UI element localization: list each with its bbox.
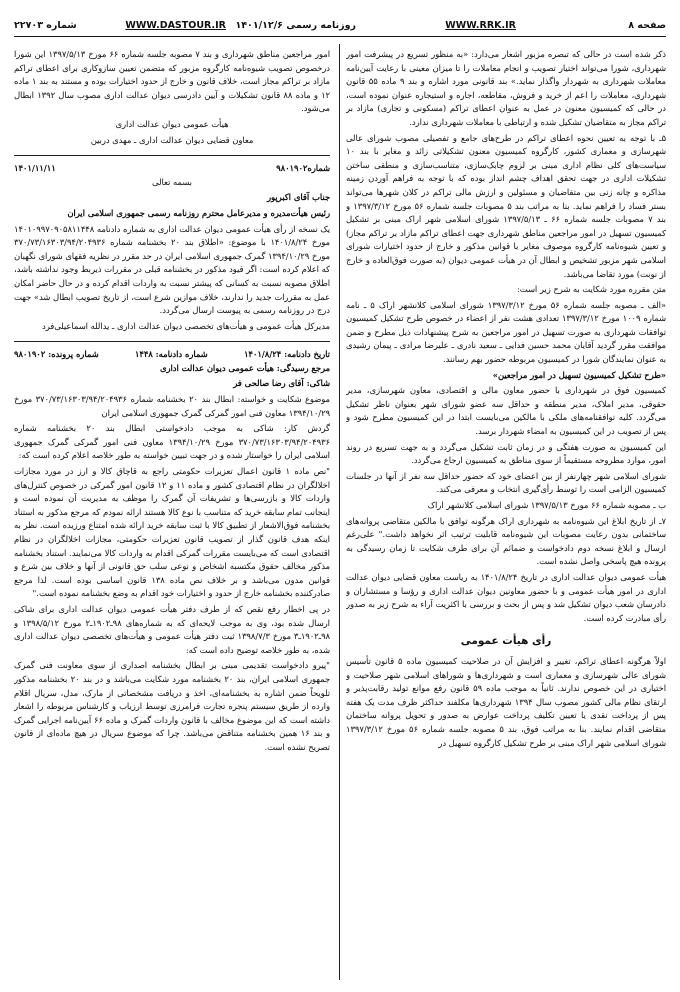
case-course: گردش کار: شاکی به موجب دادخواستی ابطال بند ۲۰ بخشنامه شماره ۳۷۰/۷۳/۱۶۳۰۳/۹۴/۲۰۴۹۳۶ مورخ ۱۳۹۴/۱۰/۲۹ معاون فنی امور گمرکی گمرک جمهوری اسلامی ایران را خواستار شده و در جهت تبیین خواسته به طور خلاصه اعلام کرده است که: xyxy=(14,423,330,461)
case-authority: مرجع رسیدگی: هیأت عمومی دیوان عدالت اداری xyxy=(159,362,330,373)
case-quote: "نص ماده ۱ قانون اعمال تعزیرات حکومتی راجع به قاچاق کالا و ارز در مورد مجازات اخلالگران در نظام اقتصادی کشور و ماده ۱۱ و ۱۲ قانون امور گمرکی در خصوص کنترل‌های واردات کالا و بازرسی‌ها و تشریفات آن گمرک را موظف به مدیریت آن نموده است و اینجانب تمام سابقه خرید که متناسب با نوع کالا هستند ارائه نمودم که مرجع مذکور به استناد بخشنامه فوق‌الاشعار از تطبیق کالا با ثبت سابقه خرید ارائه شده امتناع ورزیده است. نظر به اینکه هدف قانون گذار از تصویب قانون تعزیرات حکومتی، مجازات اخلالگران در نظام اقتصادی است که می‌بایست مقررات گمرکی اقدام به واردات کالا می‌نمایند. استناد بخشنامه مذکور مخالف حقوق مکتسبه اشخاص و نوعی سلب حق قانونی از آنها و خلاف بین شرع و قوانین مدون می‌باشد و بر خلاف نص ماده ۱۳۸ قانون اساسی بوده است. لذا مرجع صادرکننده بخشنامه خارج از حدود و اختیارات خود اقدام به وضع بخشنامه نموده است." xyxy=(14,466,330,599)
column-divider xyxy=(339,44,340,980)
section-rule xyxy=(14,341,330,342)
case-quote: "پیرو دادخواست تقدیمی مبنی بر ابطال بخشنامه اصداری از سوی معاونت فنی گمرک جمهوری اسلامی ایران، بند ۲۰ بخشنامه مورد شکایت می‌باشد و در بند ۲۰ بخشنامه مذکور تلویحاً ضمن اشاره به بخشنامه‌ای، اخذ و دریافت مشخصاتی از مارک، مدل، سریال اقلام وارده از طریق سیستم پنجره تجارت فرامرزی توسط ارزیاب و کارشناس مربوطه را اشعار داشته است که این موضوع مخالف با قانون واردات گمرک و ماده ۶۶ آیین‌نامه اجرایی گمرک و بند ۱۶ همین بخشنامه متناقض می‌باشد. چرا که موضوع سریال در هیچ ماده‌ای از قانون تصریح نشده است. xyxy=(14,660,330,752)
paragraph: امور مراجعین مناطق شهرداری و بند ۷ مصوبه جلسه شماره ۶۶ مورخ ۱۳۹۷/۵/۱۳ این شورا درخصوص تصویب شیوه‌نامه کارگروه مزبور که متضمن تعیین سازوکاری برای اعطای تراکم مازاد بر تراکم مجاز است، خلاف قانون و خارج از حدود اختیارات بوده و مستند به بند ۱ ماده ۱۲ و ماده ۸۸ قانون تشکیلات و آیین دادرسی دیوان عدالت اداری مصوب سال ۱۳۹۲ ابطال می‌شود. xyxy=(14,49,330,114)
paragraph: این کمیسیون به صورت هفتگی و در زمان ثابت تشکیل می‌گردد و به جهت تسریع در روند امور، موارد مطروحه مستقیماً از سوی مناطق به کمیسیون ارجاع می‌گردد. xyxy=(346,441,666,466)
letter-body: یک نسخه از رأی هیأت عمومی دیوان عدالت اداری به شماره دادنامه ۱۴۰۱۰۹۹۷۰۹۰۵۸۱۱۴۴۸ مورخ ۱۴۰۱/۸/۲۴ با موضوع: «اطلاق بند ۲۰ بخشنامه شماره ۳۷۰/۷۳/۱۶۳۰۳/۹۴/۲۰۴۹۳۶ مورخ ۱۳۹۴/۱۰/۲۹ گمرک جمهوری اسلامی ایران در حد مقرر در نظریه فقهای شورای نگهبان که اعلام کرده است: اگر قیود مذکور در بخشنامه قبلی در مقررات ذیربط وجود نداشته باشد، اطلاق مصوبه نسبت به کسانی که پیشتر نسبت به واردات اقدام کرده و در حال حاضر امکان عمل به مقررات جدید را ندارند، خلاف موازین شرع است، از تاریخ تصویب ابطال شد» جهت درج در روزنامه رسمی به پیوست ارسال می‌گردد. xyxy=(14,223,330,316)
case-ruling-date: تاریخ دادنامه: ۱۴۰۱/۸/۲۴ xyxy=(243,349,330,360)
case-notice: در پی اخطار رفع نقص که از طرف دفتر هیأت عمومی دیوان عدالت اداری برای شاکی ارسال شده بود، وی به موجب لایحه‌ای که به شماره‌های ۹۸ـ۱۹۰۲ـ۲ مورخ ۱۳۹۸/۵/۱۲ و ۹۸ـ۱۹۰۲ـ۳ مورخ ۱۳۹۸/۷/۳ ثبت دفتر هیأت عمومی و هیأت‌های تخصصی دیوان عدالت اداری شده، به طور خلاصه توضیح داده است که: xyxy=(14,603,330,655)
letter-date: ۱۴۰۱/۱۱/۱۱ xyxy=(14,163,56,174)
paragraph: «الف ـ مصوبه جلسه شماره ۵۶ مورخ ۱۳۹۷/۳/۱۲ شورای اسلامی کلانشهر اراک ۵ ـ نامه شماره ۱۰۰۹ مورخ ۱۳۹۷/۳/۱۲ تعدادی هشت نفر از اعضاء در خصوص طرح تشکیل کمیسیون توافقات شهرداری به صورت تسهیل در امور مراجعین به شرح پیشنهادات ذیل مطرح و ضمن موافقت مقرر گردید آقایان محمد حسین فدایی ـ سعید نادری ـ علیرضا مرادی ـ پیمان رشیدی به عنوان نمایندگان شورا در کمیسیون مربوطه حضور بهم رسانند. xyxy=(346,299,666,365)
case-plaintiff: شاکی: آقای رضا صالحی فر xyxy=(233,378,330,389)
signature-board: هیأت عمومی دیوان عدالت اداری xyxy=(115,118,229,129)
left-column xyxy=(14,48,330,980)
right-column xyxy=(346,48,666,980)
paragraph: ۵ـ با توجه به تعیین نحوه اعطای تراکم در طرح‌های جامع و تفصیلی مصوب شورای عالی شهرسازی و معماری کشور، کارگروه کمیسیون معنون تشکیلاتی زائد و مغایر با بند ۱۰ سیاست‌های کلی نظام اداری مبنی بر لزوم چابک‌سازی، متناسب‌سازی و منطقی ساختن تشکیلات اداری در جهت تحقق اهداف چشم انداز بوده که با توجه به فراهم آوردن زمینه مذاکره و چانه زنی بین متقاضیان و مسئولین و ارزش مالی تراکم در کلان شهرها می‌تواند بستر فساد را فراهم نماید. بنا به مراتب بند ۵ مصوبات جلسه شماره ۵۶ مورخ ۱۳۹۷/۳/۱۲ و بند ۷ مصوبات جلسه شماره ۶۶ ـ ۱۳۹۷/۵/۱۳ شورای اسلامی شهر اراک مبنی بر تشکیل کمیسیون تسهیل در امور مراجعین مناطق شهرداری جهت اعطای تراکم مازاد بر تراکم مجاز) و تعیین شیوه‌نامه کارگروه موصوف مغایر با قوانین مذکور و خارج از حدود اختیارات شورای اسلامی شهر مزبور تشخیص و ابطال آن در هیأت عمومی دیوان (به صورت فوق‌العاده و خارج از نوبت) مورد تقاضا می‌باشد. xyxy=(346,132,666,279)
signature-deputy: معاون قضایی دیوان عدالت اداری ـ مهدی دربین xyxy=(90,134,254,145)
paragraph: ۷ـ از تاریخ ابلاغ این شیوه‌نامه به شهرداری اراک هرگونه توافق با مالکین متقاضی پروانه‌های ساختمانی بدون رعایت مصوبات این شیوه‌نامه قابلیت ترتیب اثر نخواهد داشت." علی‌رغم ارسال و ابلاغ نسخه دوم دادخواست و ضمائم آن برای طرف شکایت تا زمان رسیدگی به پرونده هیچ پاسخی واصل نشده است. xyxy=(346,515,666,567)
rrk-link[interactable]: WWW.RRK.IR xyxy=(445,20,516,31)
page-number: صفحه ۸ xyxy=(628,20,666,31)
issue-number: شماره ۲۲۷۰۳ xyxy=(14,20,77,31)
paragraph: متن مقرره مورد شکایت به شرح زیر است: xyxy=(517,284,666,295)
letter-addressee-title: رئیس هیأت‌مدیره و مدیرعامل محترم روزنامه رسمی جمهوری اسلامی ایران xyxy=(67,207,330,218)
gazette-date: روزنامه رسمی ۱۴۰۱/۱۲/۶ xyxy=(235,20,356,31)
paragraph: هیأت عمومی دیوان عدالت اداری در تاریخ ۱۴۰۱/۸/۲۴ به ریاست معاون قضایی دیوان عدالت اداری در امور هیأت عمومی و با حضور معاونین دیوان عدالت اداری و رؤسا و مستشاران و دادرسان شعب دیوان تشکیل شد و پس از بحث و بررسی با اکثریت آراء به شرح زیر به صدور رأی مبادرت کرده است. xyxy=(346,571,666,623)
letter-number: شماره۹۸۰۱۹۰۲ xyxy=(276,163,330,174)
bismillah: بسمه تعالی xyxy=(152,176,192,187)
paragraph: ب ـ مصوبه شماره ۶۶ مورخ ۱۳۹۷/۵/۱۳ شورای اسلامی کلانشهر اراک xyxy=(427,500,666,510)
paragraph: ذکر شده است در حالی که تبصره مزبور اشعار می‌دارد: «به منظور تسریع در پیشرفت امور شهرداری، شورا می‌تواند اختیار تصویب و انجام معاملات را تا میزان معینی با رعایت آیین‌نامه معاملات شهرداری به شهردار واگذار نماید.» بند قانونی مورد اشاره و بند ۹ ماده ۵۵ قانون شهرداری، معاملات را اعم از خرید و فروش، مقاطعه، اجاره و استیجاره عنوان نموده است، در حالی که کمیسیون معنون در عمل به عنوان اعطای تراکم (مسکونی و تجاری) مازاد بر تراکم مجاز به متقاضیان تشکیل شده و ارتباطی با معاملات شهرداری ندارد. xyxy=(346,49,666,127)
letter-sender: مدیرکل هیأت عمومی و هیأت‌های تخصصی دیوان عدالت اداری ـ یدالله اسماعیلی‌فرد xyxy=(42,320,330,331)
subheading: «طرح تشکیل کمیسیون تسهیل در امور مراجعین» xyxy=(492,369,666,380)
case-ruling-number: شماره دادنامه: ۱۴۴۸ xyxy=(134,349,208,360)
page-header xyxy=(14,18,666,37)
ruling-paragraph: اولاً هرگونه اعطای تراکم، تغییر و افزایش آن در صلاحیت کمیسیون ماده ۵ قانون تأسیس شورای عالی شهرسازی و معماری است و شهرداری‌ها و شوراهای اسلامی شهر صلاحیت و اختیاری در این خصوص ندارند. ثانیاً به موجب ماده ۵۹ قانون رفع موانع تولید رقابت‌پذیر و ارتقای نظام مالی کشور مصوب سال ۱۳۹۴ شهرداری‌ها مکلفند حداکثر ظرف مدت یک هفته پس از پرداخت نقدی یا تعیین تکلیف پرداخت عوارض به صدور و تحویل پروانه ساختمان متقاضی اقدام نمایند. بنا به مراتب فوق، بند ۵ مصوبه جلسه شماره ۵۶ مورخ ۱۳۹۷/۳/۱۲ شورای اسلامی شهر اراک مبنی بر طرح تشکیل کارگروه تسهیل در xyxy=(346,655,666,748)
letter-meta xyxy=(14,162,330,176)
paragraph: کمیسیون فوق در شهرداری با حضور معاون مالی و اقتصادی، معاون شهرسازی، مدیر حقوقی، مدیر املاک، مدیر منطقه و حداقل سه عضو شورای شهر بعنوان ناظر تشکیل می‌گردد. کلیه توافقنامه‌های ملکی با مالکین می‌بایست ابتدا در این کمیسیون مطرح شود و پس از تصویب در این کمیسیون به امضاء شهردار برسد. xyxy=(346,385,666,437)
dastour-link[interactable]: WWW.DASTOUR.IR xyxy=(125,20,226,31)
section-rule xyxy=(14,155,330,156)
paragraph: شورای اسلامی شهر چهارنفر از بین اعضای خود که حضور حداقل سه نفر از آنها در جلسات کمیسیون الزامی است را توسط رأی‌گیری انتخاب و معرفی می‌کند. xyxy=(346,470,666,495)
letter-addressee: جناب آقای اکبرپور xyxy=(267,192,330,203)
ruling-title: رأی هیأت عمومی xyxy=(460,635,552,648)
case-meta xyxy=(14,348,330,362)
case-subject: موضوع شکایت و خواسته: ابطال بند ۲۰ بخشنامه شماره ۳۷۰/۷۳/۱۶۳۰۳/۹۴/۲۰۴۹۳۶ مورخ ۱۳۹۴/۱۰/۲۹ معاون فنی امور گمرکی گمرک جمهوری اسلامی ایران xyxy=(14,394,330,418)
case-file-number: شماره پرونده: ۹۸۰۱۹۰۲ xyxy=(14,349,99,360)
